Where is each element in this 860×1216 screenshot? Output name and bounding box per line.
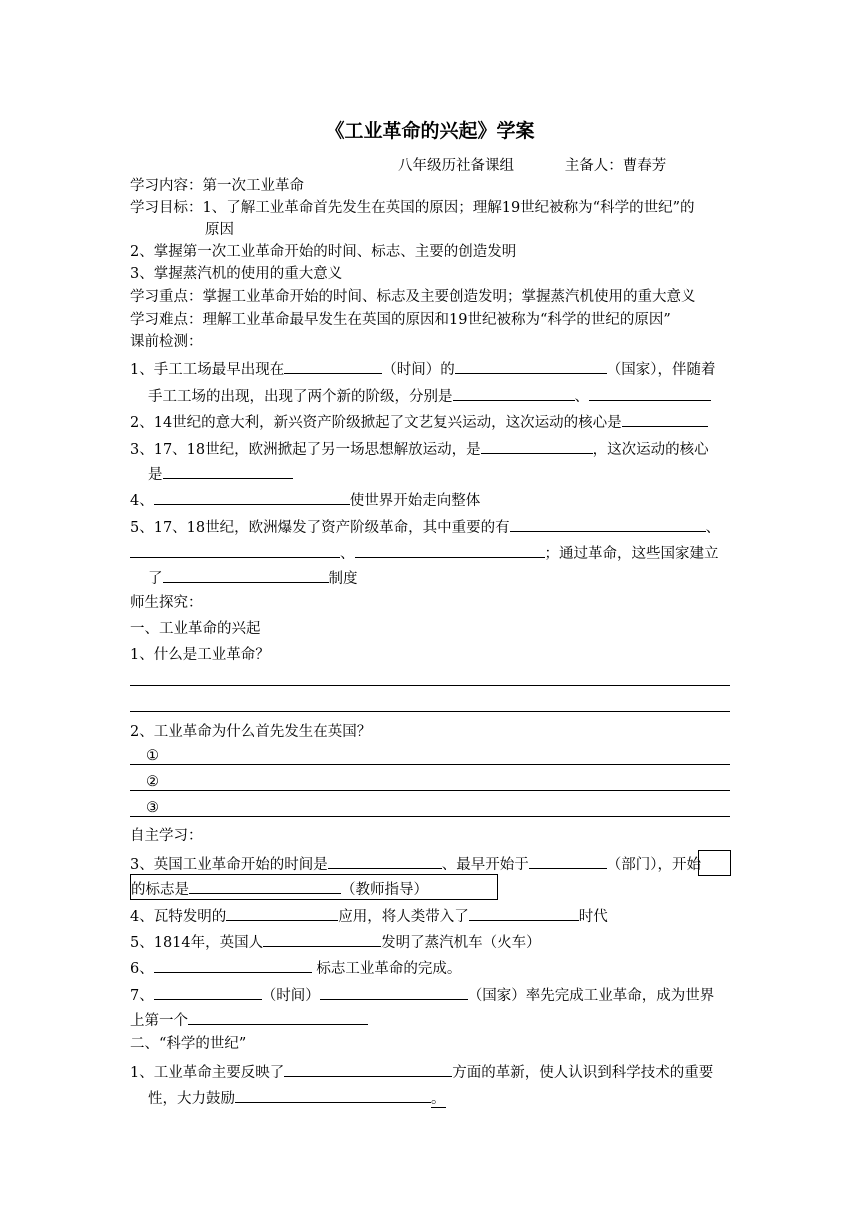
blank-field[interactable] [529,852,607,869]
blank-field[interactable] [235,1086,431,1103]
section-1-heading: 一、工业革命的兴起 [130,621,261,637]
precheck-q2: 2、14世纪的意大利，新兴资产阶级掀起了文艺复兴运动，这次运动的核心是 [130,410,708,430]
study-goal-1: 学习目标：1、了解工业革命首先发生在英国的原因；理解19世纪被称为“科学的世纪”的 [130,200,695,216]
blank-field[interactable] [154,956,312,973]
precheck-heading: 课前检测： [130,334,203,350]
self-q5: 5、1814年，英国人 发明了蒸汽机车（火车） [130,930,541,950]
explore-heading: 师生探究： [130,595,203,611]
blank-field[interactable] [154,488,350,505]
marker-3: ③ [146,800,159,816]
blank-field[interactable] [320,983,468,1000]
precheck-q1-cont: 手工工场的出现，出现了两个新的阶级，分别是 、 [148,384,711,404]
highlight-box [698,850,731,876]
science-q1-cont: 性，大力鼓励 。 [148,1086,446,1106]
study-key-points: 学习重点：掌握工业革命开始的时间、标志及主要创造发明；掌握蒸汽机使用的重大意义 [130,289,696,305]
self-q4: 4、瓦特发明的 应用，将人类带入了 时代 [130,904,608,924]
answer-line[interactable] [130,711,730,712]
science-q1: 1、工业革命主要反映了 方面的革新，使人认识到科学技术的重要 [130,1060,713,1080]
precheck-q3: 3、17、18世纪，欧洲掀起了另一场思想解放运动，是 ，这次运动的核心 [130,437,709,457]
blank-field[interactable] [154,983,262,1000]
self-q3: 3、英国工业革命开始的时间是 、最早开始于 （部门），开始 [130,852,701,872]
answer-line[interactable] [130,685,730,686]
blank-field[interactable] [163,566,329,583]
blank-field[interactable] [328,852,442,869]
blank-field[interactable] [589,384,711,401]
subtitle-group: 八年级历社备课组 [398,158,514,174]
blank-field[interactable] [622,410,708,427]
precheck-q5-cont2: 了 制度 [148,566,358,586]
self-study-heading: 自主学习： [130,828,203,844]
blank-field[interactable] [163,462,293,479]
blank-field[interactable] [510,515,706,532]
self-q3-cont: 的标志是 （教师指导） [131,877,428,897]
marker-2: ② [146,774,159,790]
blank-field[interactable] [263,930,381,947]
section-2-heading: 二、“科学的世纪” [130,1036,247,1052]
blank-field[interactable] [130,541,340,558]
study-difficulty: 学习难点：理解工业革命最早发生在英国的原因和19世纪被称为“科学的世纪的原因” [130,312,671,328]
blank-field[interactable] [284,357,382,374]
marker-1: ① [146,748,159,764]
self-q7-cont: 上第一个 [130,1008,368,1028]
precheck-q5: 5、17、18世纪，欧洲爆发了资产阶级革命，其中重要的有 、 [130,515,720,535]
blank-field[interactable] [355,541,545,558]
subtitle-author: 主备人：曹春芳 [564,158,667,174]
answer-line[interactable] [130,764,730,765]
precheck-q5-cont: 、 ；通过革命，这些国家建立 [130,541,719,561]
blank-field[interactable] [188,1008,368,1025]
precheck-q4: 4、 使世界开始走向整体 [130,488,480,508]
subtitle [398,154,666,175]
blank-field[interactable] [189,877,341,894]
blank-field[interactable] [226,904,338,921]
explore-q1: 1、什么是工业革命？ [130,647,270,663]
precheck-q1: 1、手工工场最早出现在 （时间）的 （国家），伴随着 [130,357,715,377]
explore-q2: 2、工业革命为什么首先发生在英国？ [130,724,372,740]
study-goal-1-cont: 原因 [205,222,234,238]
study-goal-3: 3、掌握蒸汽机的使用的重大意义 [130,266,343,282]
blank-field[interactable] [453,384,575,401]
answer-line[interactable] [130,790,730,791]
blank-field[interactable] [284,1060,452,1077]
blank-field[interactable] [469,904,579,921]
blank-field[interactable] [455,357,607,374]
study-content: 学习内容：第一次工业革命 [130,178,304,194]
page-title: 《工业革命的兴起》学案 [325,120,535,142]
blank-field[interactable] [481,437,593,454]
self-q6: 6、 标志工业革命的完成。 [130,956,461,976]
answer-line[interactable] [130,816,730,817]
self-q7: 7、 （时间） （国家）率先完成工业革命，成为世界 [130,983,714,1003]
precheck-q3-cont: 是 [148,462,293,482]
study-goal-2: 2、掌握第一次工业革命开始的时间、标志、主要的创造发明 [130,244,517,260]
